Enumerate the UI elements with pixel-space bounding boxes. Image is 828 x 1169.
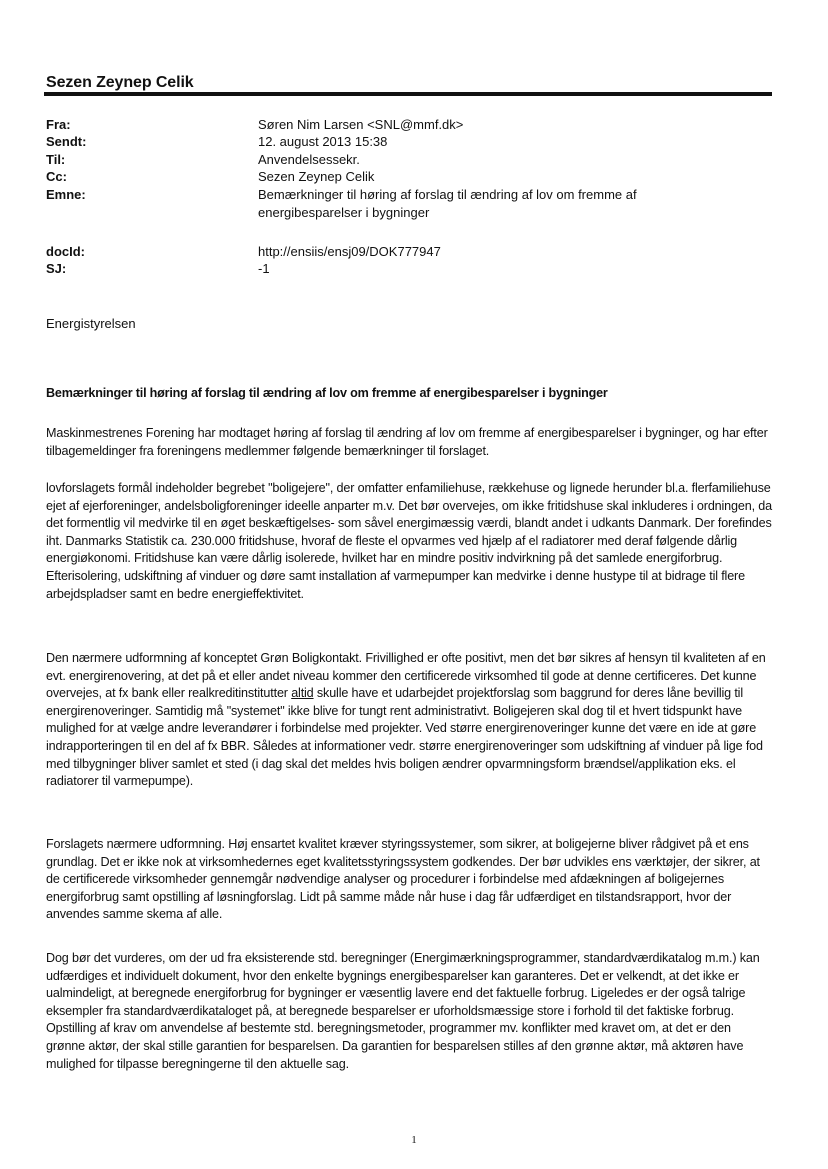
header-value: Anvendelsessekr.: [258, 152, 360, 167]
paragraph-text: skulle have et udarbejdet projektforslag som baggrund for deres låne bevillig til energirenoveringer. Samtidig må "systemet" ikke blive for tungt rent administrativt. Boligejeren skal dog til et hvert tidspunkt have mulighed for at vælge andre leverandører i forbindelse med projekter. Ved større energirenoveringer kunne det være en ide at gøre indrapporteringen til en del af fx BBR. Således at informationer vedr. større energirenoveringer som udskiftning af vinduer på lige fod med tilbygninger bliver samlet et sted (i dag skal det meldes hvis boligen ændrer opvarmningsform brændsel/applikation eks. el radiatorer til varmepumpe).: [46, 686, 763, 789]
paragraph-udformning: Forslagets nærmere udformning. Høj ensartet kvalitet kræver styringssystemer, som sikrer, at boligejerne bliver rådgivet på et ens grundlag. Det er ikke nok at virksomhedernes eget kvalitetsstyringssystem godkendes. Der bør udvikles ens værktøjer, der sikrer, at de certificerede virksomheder gennemgår nødvendige analyser og procedurer i forbindelse med afdækningen af boligejernes energiforbrug samt opstilling af løsningforslag. Lidt på samme måde når huse i dag får udfærdiget en tilstandsrapport, hvor der anvendes samme skema af alle.: [46, 837, 760, 922]
paragraph-intro: Maskinmestrenes Forening har modtaget høring af forslag til ændring af lov om fremme af energibesparelser i bygninger, og har efter tilbagemeldinger fra foreningens medlemmer følgende bemærkninger til forslaget.: [46, 426, 768, 458]
page-number: 1: [411, 1134, 417, 1146]
header-value: Bemærkninger til høring af forslag til ændring af lov om fremme af energibesparelser i bygninger: [258, 187, 637, 220]
paragraph-beregninger: Dog bør det vurderes, om der ud fra eksisterende std. beregninger (Energimærkningsprogrammer, standardværdikatalog m.m.) kan udfærdiges et individuelt dokument, hvor den enkelte bygnings energibesparelser kan garanteres. Det er velkendt, at det ikke er ualmindeligt, at beregnede energiforbrug for bygninger er væsentlig lavere end det faktuelle forbrug. Ligeledes er der også talrige eksempler fra standardværdikataloget på, at beregnede besparelser er uforholdsmæssige store i forhold til det faktiske forbrug. Opstilling af krav om anvendelse af bestemte std. beregningsmetoder, programmer mv. konflikter med kravet om, at det er den grønne aktør, der skal stille garantien for besparelsen. Da garantien for besparelsen stilles af den grønne aktør, må aktøren have mulighed for tilpasse beregningerne til den aktuelle sag.: [46, 951, 760, 1071]
header-rule: [44, 92, 772, 96]
header-label: Sendt:: [46, 134, 87, 149]
sender-name: Sezen Zeynep Celik: [46, 74, 194, 91]
header-value: Sezen Zeynep Celik: [258, 169, 375, 184]
header-value: 12. august 2013 15:38: [258, 134, 388, 149]
header-value: http://ensiis/ensj09/DOK777947: [258, 244, 441, 259]
paragraph-fritidshuse: lovforslagets formål indeholder begrebet "boligejere", der omfatter enfamiliehuse, rækkehuse og lignede herunder bl.a. flerfamiliehuse ejet af ejerforeninger, andelsboligforeninger ideelle anparter m.v. Det bør overvejes, om ikke fritidshuse skal inkluderes i ordningen, da det formentlig vil medvirke til en øget beskæftigelses- som såvel energimæssig værdi, blandt andet i udkants Danmark. Der forefindes iht. Danmarks Statistik ca. 230.000 fritidshuse, hvoraf de fleste el opvarmes ved hjælp af el radiatorer med deraf følgende dårlig energiøkonomi. Fritidshuse kan være dårlig isolerede, hvilket har en mindre positiv indvirkning på det samlede energiforbrug. Efterisolering, udskiftning af vinduer og døre samt installation af varmepumper kan medvirke i denne hustype til at bidrage til flere arbejdspladser samt en bedre energieffektivitet.: [46, 481, 772, 601]
header-label: Til:: [46, 152, 66, 167]
letter-subject: Bemærkninger til høring af forslag til ændring af lov om fremme af energibesparelser i bygninger: [46, 386, 608, 400]
header-label: SJ:: [46, 261, 67, 276]
recipient: Energistyrelsen: [46, 316, 136, 331]
header-value: -1: [258, 261, 270, 276]
header-label: docId:: [46, 244, 85, 259]
paragraph-text: Den nærmere udformning af konceptet Grøn Boligkontakt. Frivillighed er ofte positivt, men det bør sikres af hensyn til kvaliteten af en evt. energirenovering, at det på et eller andet niveau kommer den certificerede virksomhed til gode at denne certificeres. Det kunne overvejes, at fx bank eller realkreditinstitutter: [46, 651, 766, 701]
header-label: Fra:: [46, 117, 71, 132]
header-label: Cc:: [46, 169, 67, 184]
paragraph-groen-boligkontakt: [46, 650, 772, 791]
header-label: Emne:: [46, 187, 86, 202]
underlined-word: altid: [291, 686, 314, 701]
header-value: Søren Nim Larsen <SNL@mmf.dk>: [258, 117, 464, 132]
